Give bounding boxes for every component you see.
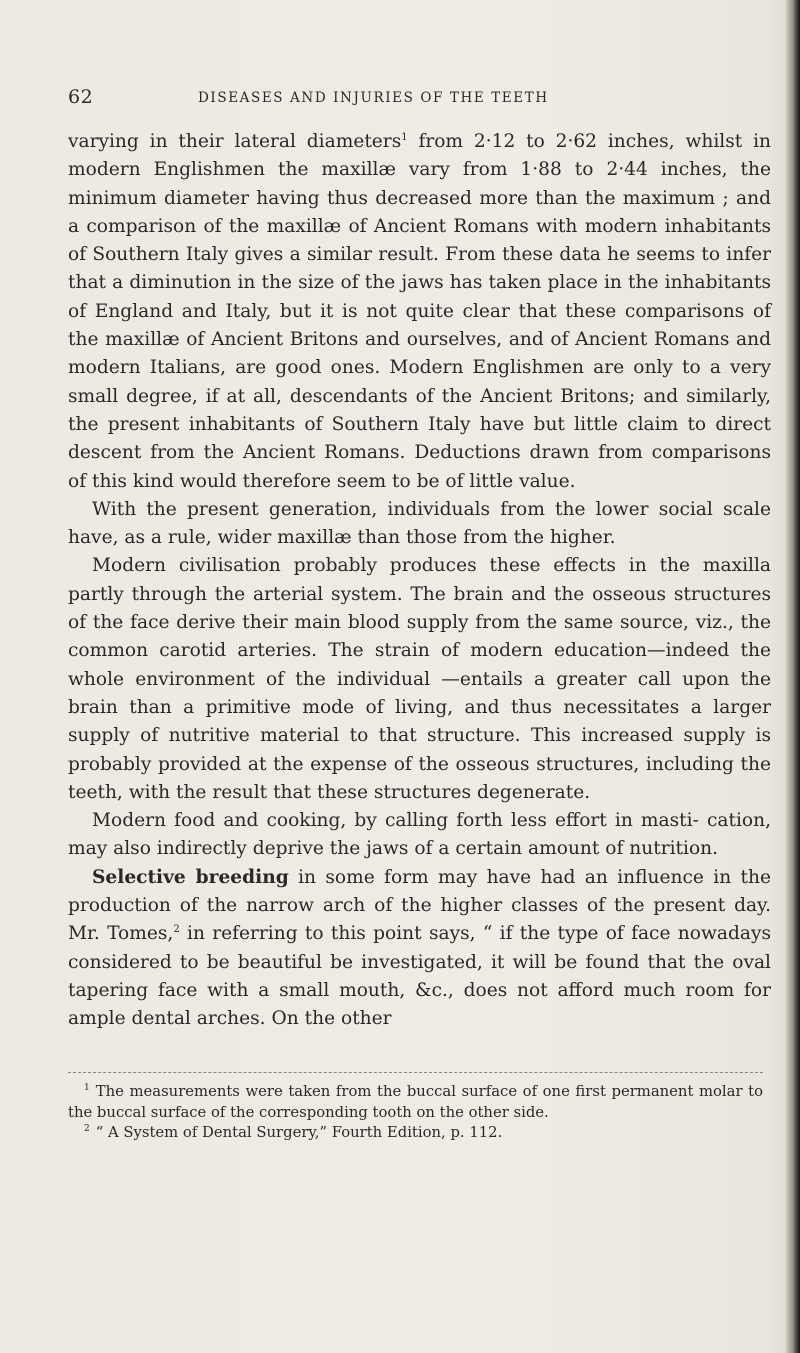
- footnote-reference: 2: [173, 924, 180, 936]
- book-spine-edge: [786, 0, 800, 1353]
- page-number: 62: [68, 86, 94, 108]
- paragraph-text: from 2·12 to 2·62 inches, whilst in modern Englishmen the maxillæ vary from 1·88 to 2·44 inches, the minimum diameter having thus decreased more than the maximum ; and a comparison of the maxillæ of Ancient Romans with modern inhabitants of Southern Italy gives a similar result. From these data he seems to infer that a diminution in the size of the jaws has taken place in the inhabitants of England and Italy, but it is not quite clear that these comparisons of the maxillæ of Ancient Britons and ourselves, and of Ancient Romans and modern Italians, are good ones. Modern Englishmen are only to a very small degree, if at all, descendants of the Ancient Britons; and similarly, the present inhabitants of Southern Italy have but little claim to direct descent from the Ancient Romans. Deductions drawn from comparisons of this kind would therefore seem to be of little value.: [68, 131, 771, 492]
- footnote-text: “ A System of Dental Surgery,” Fourth Edition, p. 112.: [95, 1124, 503, 1141]
- paragraph-selective-breeding: [68, 864, 771, 1034]
- paragraph-text: in referring to this point says, “ if the type of face nowadays considered to be beautiful be investigated, it will be found that the oval tapering face with a small mouth, &c., does not afford much room for ample dental arches. On the other: [68, 923, 771, 1030]
- footnote: [68, 1082, 763, 1123]
- body-text: [68, 128, 771, 1034]
- paragraph-text: in some form may have had an influence in the production of the narrow arch of the higher classes of the present day. Mr. Tomes,: [68, 866, 771, 945]
- running-title: DISEASES AND INJURIES OF THE TEETH: [198, 90, 549, 106]
- footnote-mark: 2: [84, 1124, 90, 1135]
- footnote-mark: 1: [84, 1083, 90, 1094]
- paragraph-text: varying in their lateral diameters: [68, 131, 402, 152]
- footnotes: [68, 1082, 763, 1144]
- paragraph-jaw-diameters: [68, 128, 771, 496]
- footnote-reference: 1: [401, 131, 408, 143]
- paragraph-food-cooking: Modern food and cooking, by calling forth less effort in masti- cation, may also indirectly deprive the jaws of a certain amount of nutrition.: [68, 810, 771, 860]
- footnote-text: The measurements were taken from the buccal surface of one first permanent molar to the buccal surface of the corresponding tooth on the other side.: [68, 1083, 763, 1121]
- footnote: [68, 1123, 763, 1144]
- paragraph-lead: Selective breeding: [92, 866, 289, 888]
- footnote-divider: [68, 1072, 763, 1073]
- paragraph-arterial-system: Modern civilisation probably produces these effects in the maxilla partly through the arterial system. The brain and the osseous structures of the face derive their main blood supply from the same source, viz., the common carotid arteries. The strain of modern education—indeed the whole environment of the individual —entails a greater call upon the brain than a primitive mode of living, and thus necessitates a larger supply of nutritive material to that structure. This increased supply is probably provided at the expense of the osseous structures, including the teeth, with the result that these structures degenerate.: [68, 555, 771, 803]
- running-head: [68, 86, 768, 116]
- paragraph-social-scale: With the present generation, individuals from the lower social scale have, as a rule, wider maxillæ than those from the higher.: [68, 498, 771, 549]
